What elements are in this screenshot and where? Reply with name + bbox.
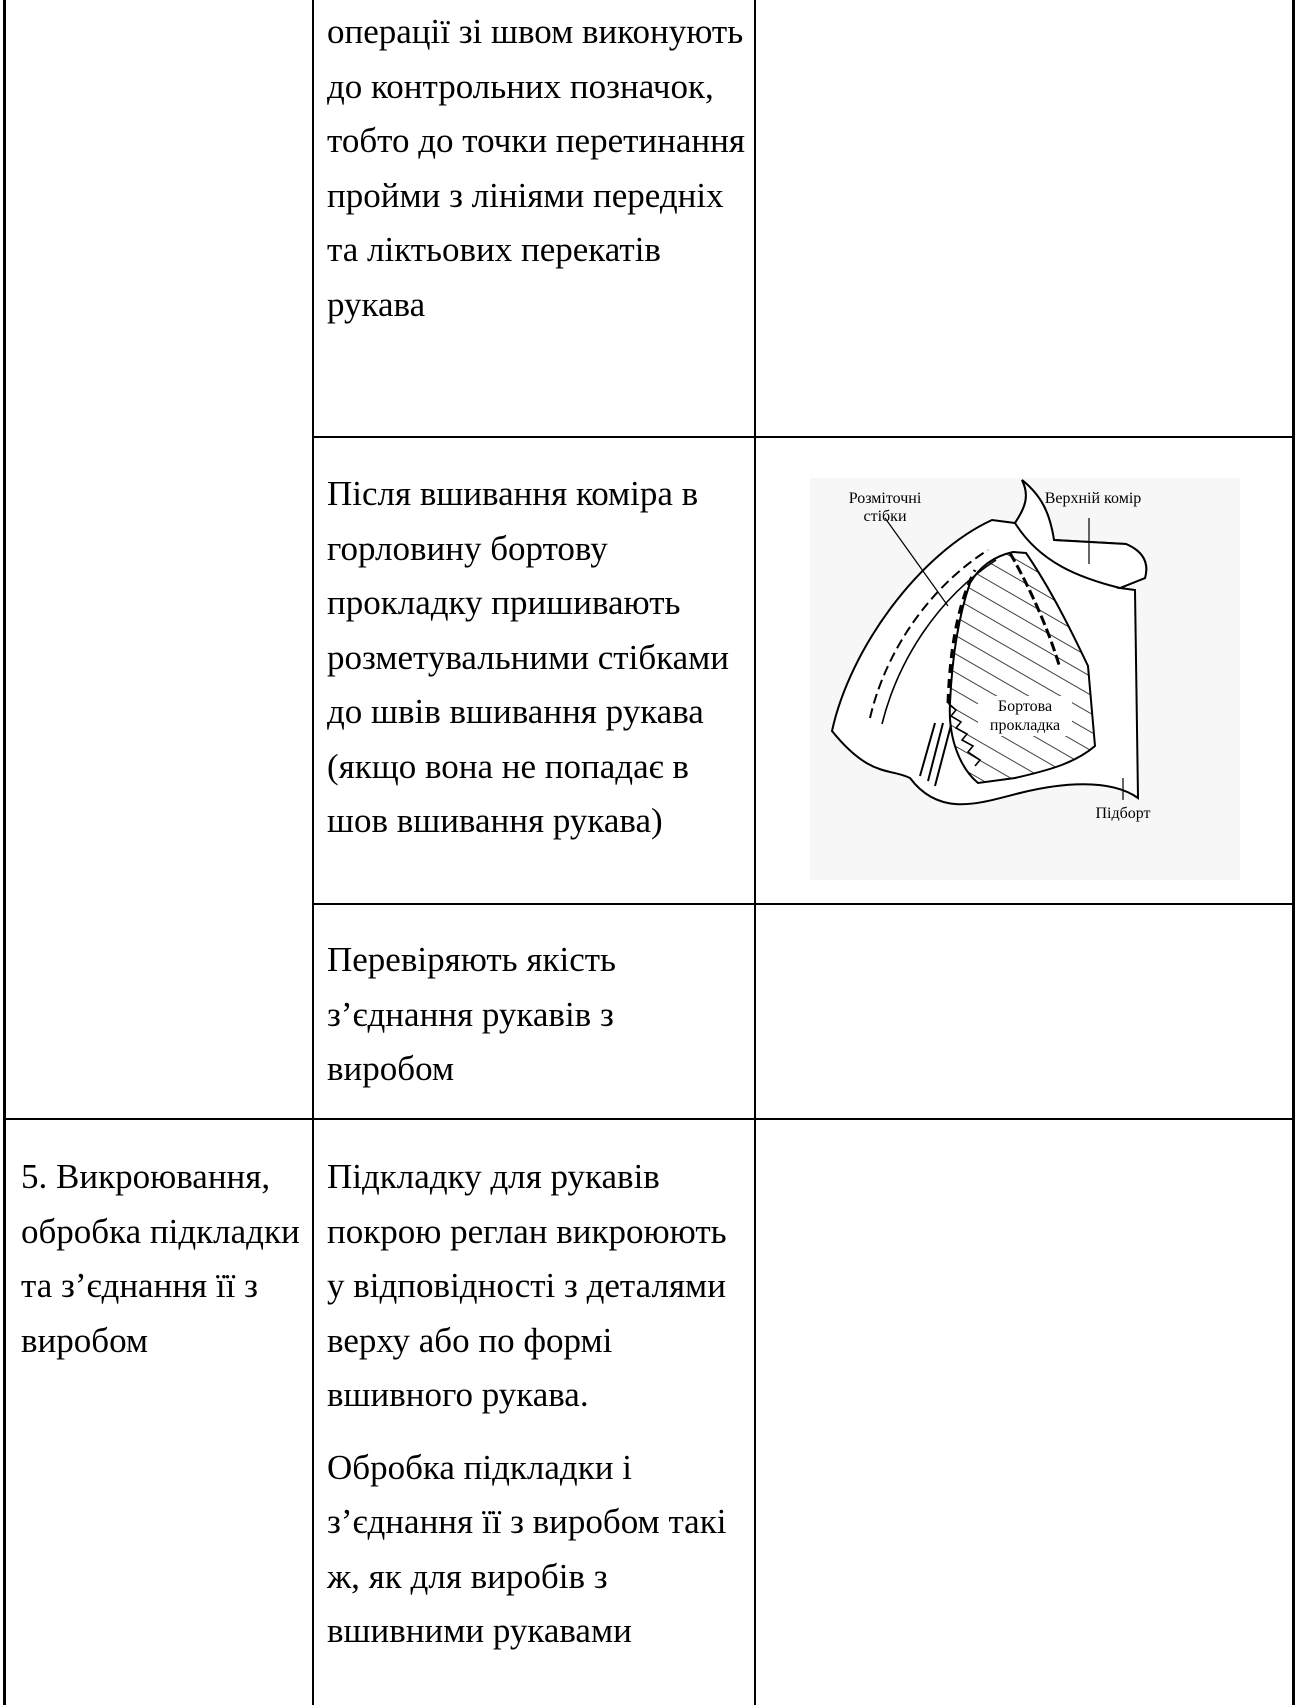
row4-description-para2: Обробка підкладки і з’єднання її з виробом такі ж, як для виробів з вшивними рукавами — [327, 1447, 727, 1650]
label-interfacing-line1: Бортова — [997, 698, 1053, 715]
label-facing: Підборт — [1095, 805, 1151, 822]
label-stitches-line2: стібки — [863, 508, 907, 525]
row4-description-para1: Підкладку для рукавів покрою реглан викроюють у відповідності з деталями верху або по формі вшивного рукава. — [327, 1157, 727, 1414]
row2-description-text: Після вшивання коміра в горловину бортову прокладку пришивають розметувальними стібками до швів вшивання рукава (якщо вона не попадає в шов вшивання рукава) — [327, 474, 730, 840]
row-divider-1 — [312, 436, 1295, 438]
row3-description-text: Перевіряють якість з’єднання рукавів з виробом — [327, 940, 617, 1088]
label-upper-collar: Верхній комір — [1044, 490, 1142, 507]
label-interfacing-line2: прокладка — [989, 717, 1061, 734]
row3-description — [327, 933, 747, 1097]
table-border-right — [1292, 0, 1295, 1705]
row-divider-3 — [3, 1118, 1295, 1120]
row4-description — [327, 1150, 752, 1659]
row4-stage-text: 5. Викроювання, обробка підкладки та з’єднання її з виробом — [21, 1157, 300, 1360]
table-border-left — [3, 0, 6, 1705]
row2-description — [327, 467, 752, 849]
table-column-divider-1 — [312, 0, 314, 1705]
row4-stage — [21, 1150, 303, 1368]
row1-description-text: операції зі швом виконують до контрольних позначок, тобто до точки перетинання пройми з лініями передніх та ліктьових перекатів рукава — [327, 12, 745, 324]
collar-interfacing-diagram — [810, 478, 1240, 880]
table-column-divider-2 — [754, 0, 756, 1705]
row1-description — [327, 5, 747, 332]
label-stitches-line1: Розміточні — [848, 490, 922, 507]
row-divider-2 — [312, 903, 1295, 905]
